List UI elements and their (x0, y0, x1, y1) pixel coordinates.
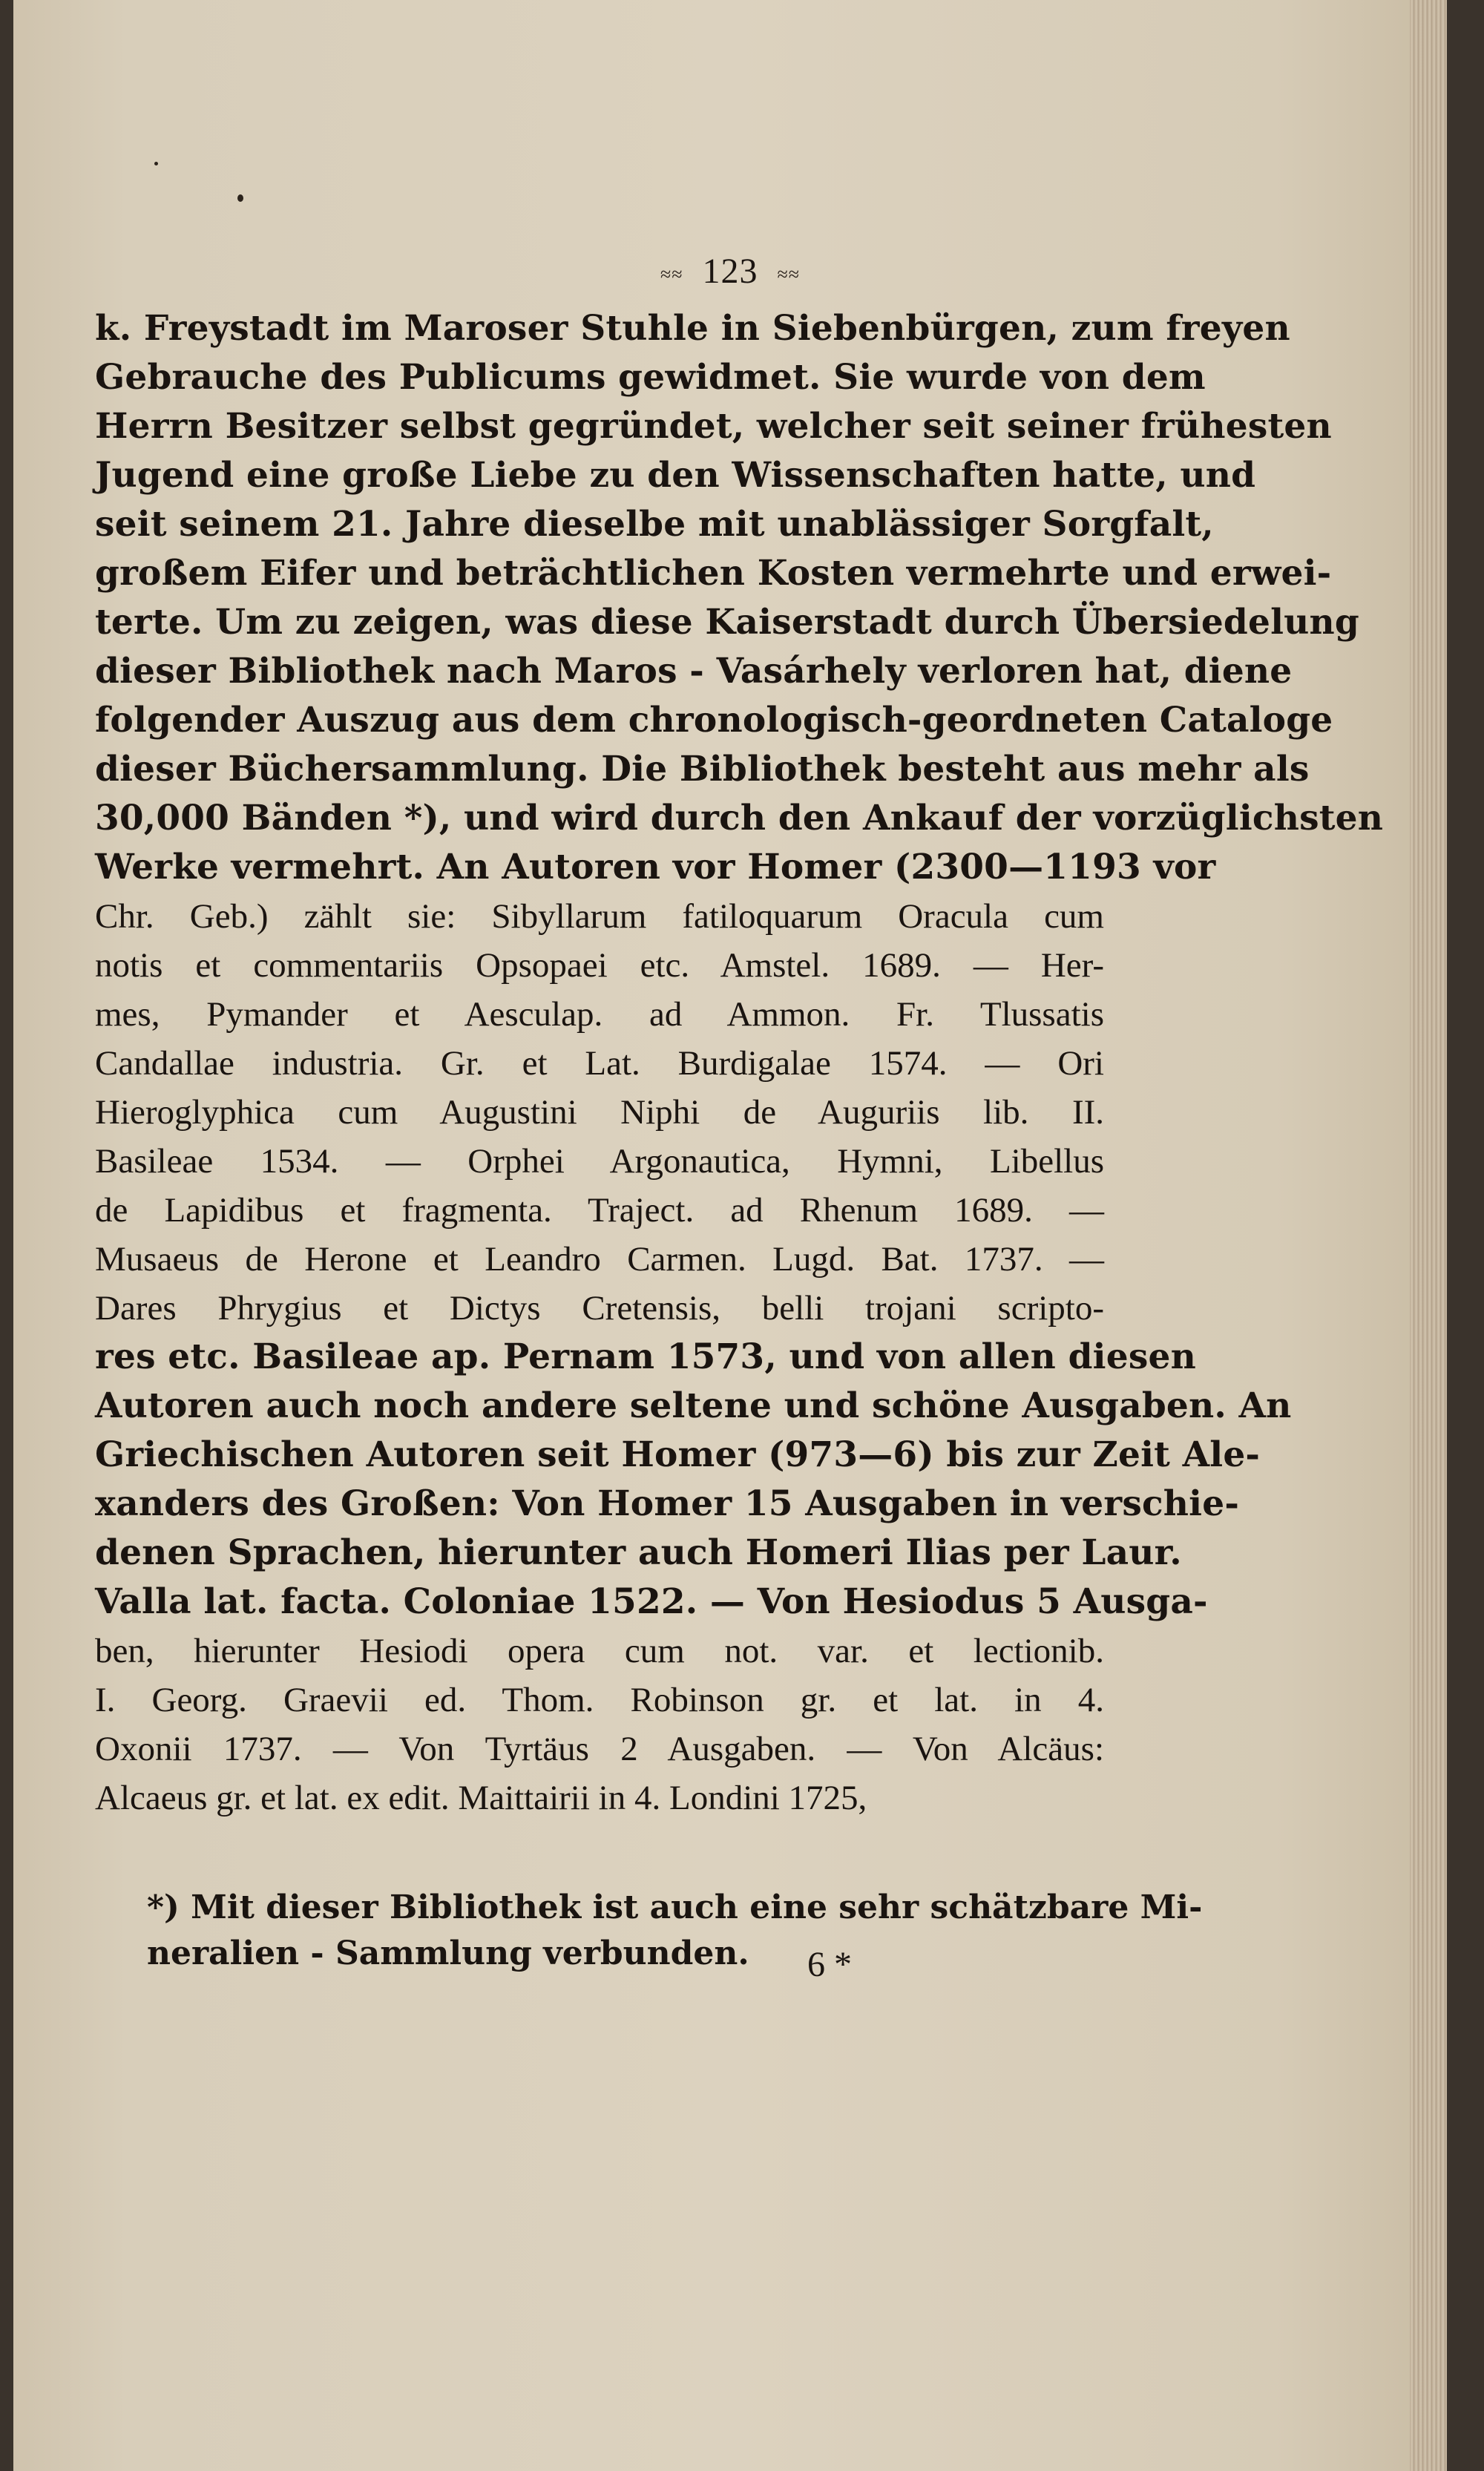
body-line: Autoren auch noch andere seltene und schöne Ausgaben. An (95, 1385, 1292, 1426)
body-line: seit seinem 21. Jahre dieselbe mit unablässiger Sorgfalt, (95, 504, 1214, 545)
body-line: Basileae 1534. — Orphei Argonautica, Hymni, Libellus (95, 1142, 1104, 1181)
footnote (147, 1885, 1203, 1977)
body-line: Chr. Geb.) zählt sie: Sibyllarum fatiloquarum Oracula cum (95, 897, 1104, 936)
body-line: Hieroglyphica cum Augustini Niphi de Auguriis lib. II. (95, 1093, 1104, 1132)
body-line: Gebrauche des Publicums gewidmet. Sie wurde von dem (95, 357, 1206, 398)
body-line: mes, Pymander et Aesculap. ad Ammon. Fr. Tlussatis (95, 995, 1104, 1034)
body-line: xanders des Großen: Von Homer 15 Ausgaben in verschie- (95, 1483, 1240, 1524)
body-line: dieser Büchersammlung. Die Bibliothek besteht aus mehr als (95, 749, 1310, 790)
body-line: großem Eifer und beträchtlichen Kosten vermehrte und erwei- (95, 553, 1332, 594)
body-line: Musaeus de Herone et Leandro Carmen. Lugd. Bat. 1737. — (95, 1240, 1104, 1279)
body-line: Dares Phrygius et Dictys Cretensis, belli trojani scripto- (95, 1289, 1104, 1328)
page-edge (1410, 0, 1447, 2471)
body-line: denen Sprachen, hierunter auch Homeri Ilias per Laur. (95, 1532, 1182, 1573)
body-line: de Lapidibus et fragmenta. Traject. ad Rhenum 1689. — (95, 1191, 1104, 1230)
body-line: folgender Auszug aus dem chronologisch-geordneten Cataloge (95, 700, 1333, 741)
body-line: notis et commentariis Opsopaei etc. Amstel. 1689. — Her- (95, 946, 1104, 985)
body-line: 30,000 Bänden *), und wird durch den Ankauf der vorzüglichsten (95, 798, 1384, 839)
page-header (13, 251, 1447, 292)
body-line: Oxonii 1737. — Von Tyrtäus 2 Ausgaben. — Von Alcäus: (95, 1730, 1104, 1768)
body-line: Jugend eine große Liebe zu den Wissenschaften hatte, und (95, 455, 1256, 496)
body-line: Candallae industria. Gr. et Lat. Burdigalae 1574. — Ori (95, 1044, 1104, 1083)
ink-speck (154, 162, 158, 165)
footnote-line: neralien - Sammlung verbunden. (147, 1935, 749, 1972)
body-text (95, 304, 1384, 1822)
body-line: Alcaeus gr. et lat. ex edit. Maittairii in 4. Londini 1725, (95, 1779, 867, 1817)
book-page (13, 0, 1447, 2471)
header-ornament-left: ≈≈ (660, 263, 683, 285)
body-line: res etc. Basileae ap. Pernam 1573, und von allen diesen (95, 1336, 1196, 1377)
header-ornament-right: ≈≈ (777, 263, 801, 285)
body-line: ben, hierunter Hesiodi opera cum not. var. et lectionib. (95, 1632, 1104, 1670)
body-line: Herrn Besitzer selbst gegründet, welcher seit seiner frühesten (95, 406, 1332, 447)
page-number: 123 (702, 252, 758, 291)
footnote-line: *) Mit dieser Bibliothek ist auch eine sehr schätzbare Mi- (147, 1888, 1203, 1926)
body-line: I. Georg. Graevii ed. Thom. Robinson gr. et lat. in 4. (95, 1681, 1104, 1719)
body-line: Werke vermehrt. An Autoren vor Homer (2300—1193 vor (95, 847, 1216, 887)
signature-mark: 6 * (807, 1945, 852, 1984)
body-line: Valla lat. facta. Coloniae 1522. — Von Hesiodus 5 Ausga- (95, 1581, 1208, 1622)
body-line: k. Freystadt im Maroser Stuhle in Siebenbürgen, zum freyen (95, 308, 1290, 349)
body-line: dieser Bibliothek nach Maros - Vasárhely verloren hat, diene (95, 651, 1293, 692)
ink-speck (237, 194, 243, 202)
body-line: terte. Um zu zeigen, was diese Kaiserstadt durch Übersiedelung (95, 602, 1359, 643)
body-line: Griechischen Autoren seit Homer (973—6) bis zur Zeit Ale- (95, 1434, 1261, 1475)
